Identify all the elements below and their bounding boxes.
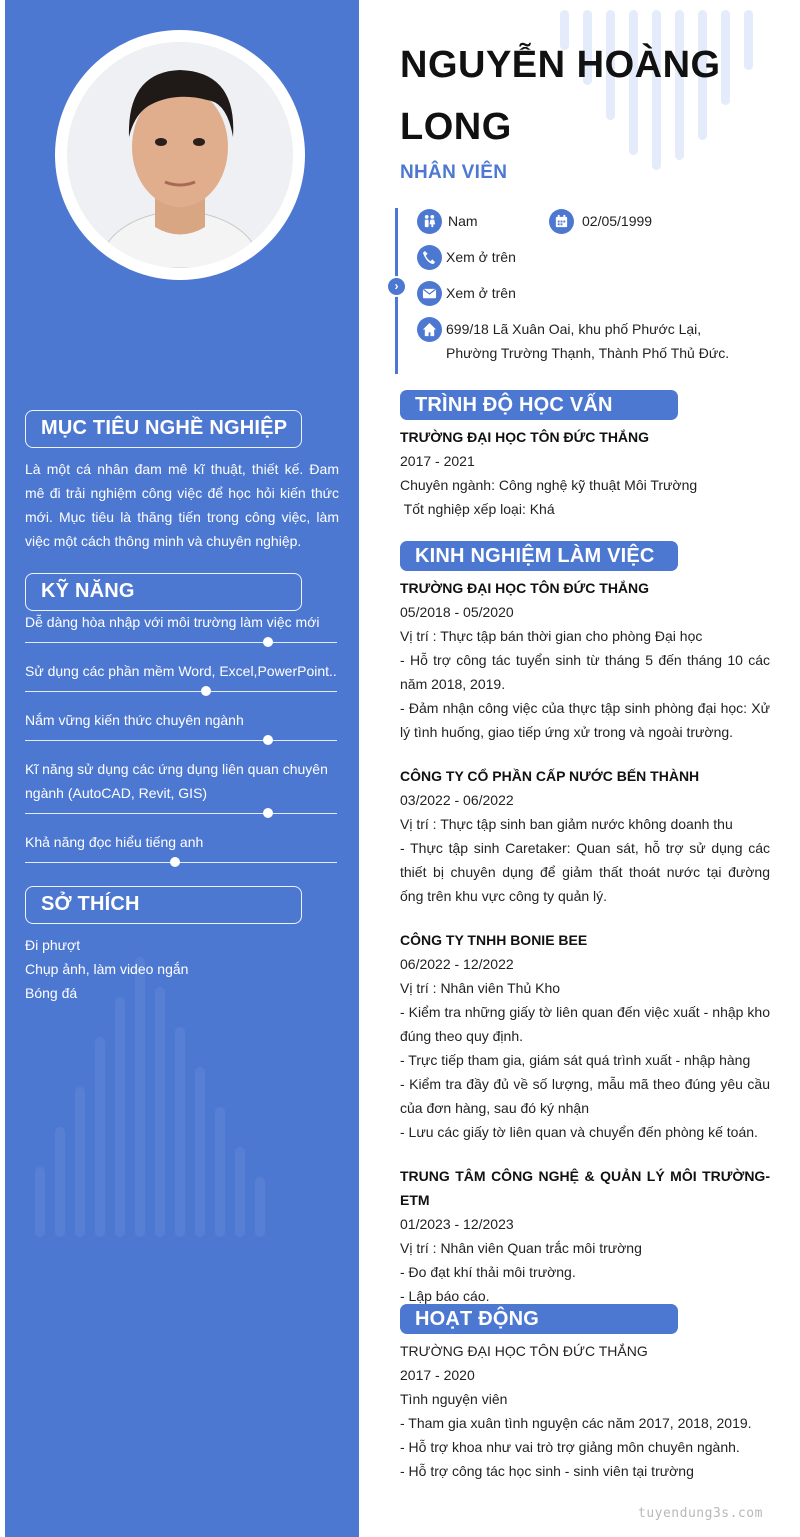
address-line: 699/18 Lã Xuân Oai, khu phố Phước Lại,: [446, 321, 702, 337]
experience-detail: - Đảm nhận công việc của thực tập sinh phòng đại học: Xử lý tình huống, giao tiếp ứng xử trong và ngoài trường.: [400, 700, 770, 740]
candidate-name-line: LONG: [400, 106, 512, 148]
activities-period: 2017 - 2020: [400, 1367, 475, 1383]
activities-block: [400, 1339, 770, 1483]
avatar-frame: [55, 30, 305, 280]
skills-heading: KỸ NĂNG: [25, 573, 302, 611]
hobby-item: Đi phượt: [25, 937, 81, 953]
gender-icon: [417, 209, 442, 234]
experience-company: CÔNG TY TNHH BONIE BEE: [400, 932, 588, 948]
candidate-name: [400, 34, 740, 158]
activities-org: TRƯỜNG ĐẠI HỌC TÔN ĐỨC THẮNG: [400, 1343, 648, 1359]
skill-label: Khả năng đọc hiểu tiếng anh: [25, 834, 204, 850]
skill-level-bar: [25, 813, 337, 814]
experience-detail: - Lập báo cáo.: [400, 1288, 490, 1304]
skill-label: Sử dụng các phần mềm Word, Excel,PowerPoint..: [25, 663, 337, 679]
hobby-item: Chụp ảnh, làm video ngắn: [25, 961, 189, 977]
experience-item: [400, 576, 770, 744]
address-line: Phường Trường Thạnh, Thành Phố Thủ Đức.: [446, 345, 730, 361]
education-heading: TRÌNH ĐỘ HỌC VẤN: [400, 390, 678, 420]
objective-heading: MỤC TIÊU NGHỀ NGHIỆP: [25, 410, 302, 448]
activities-role: Tình nguyện viên: [400, 1391, 508, 1407]
skill-label: Nắm vững kiến thức chuyên ngành: [25, 712, 244, 728]
home-icon: [417, 317, 442, 342]
birthday-value: 02/05/1999: [582, 213, 653, 229]
education-major: Chuyên ngành: Công nghệ kỹ thuật Môi Trường: [400, 477, 698, 493]
hobbies-heading: SỞ THÍCH: [25, 886, 302, 924]
hobby-item: Bóng đá: [25, 985, 78, 1001]
phone-value: Xem ở trên: [446, 249, 516, 265]
skill-level-marker: [263, 808, 273, 818]
skill-item: [25, 659, 337, 692]
experience-position: Vị trí : Thực tập sinh ban giảm nước không doanh thu: [400, 816, 733, 832]
sidebar: [5, 0, 359, 1537]
experience-detail: - Kiểm tra những giấy tờ liên quan đến việc xuất - nhập kho đúng theo quy định.: [400, 1004, 770, 1044]
experience-position: Vị trí : Nhân viên Thủ Kho: [400, 980, 561, 996]
education-block: [400, 425, 770, 521]
experience-item: [400, 928, 770, 1144]
experience-period: 03/2022 - 06/2022: [400, 792, 514, 808]
skill-label: Dễ dàng hòa nhập với môi trường làm việc mới: [25, 614, 320, 630]
experience-position: Vị trí : Thực tập bán thời gian cho phòng Đại học: [400, 628, 703, 644]
experience-company: TRƯỜNG ĐẠI HỌC TÔN ĐỨC THẮNG: [400, 580, 650, 596]
activities-detail: - Hỗ trợ công tác học sinh - sinh viên tại trường: [400, 1463, 694, 1479]
experience-detail: - Hỗ trợ công tác tuyển sinh từ tháng 5 đến tháng 10 các năm 2018, 2019.: [400, 652, 770, 692]
job-title: NHÂN VIÊN: [400, 162, 508, 183]
skill-item: [25, 610, 337, 643]
experience-detail: - Thực tập sinh Caretaker: Quan sát, hỗ trợ sử dụng các thiết bị chuyên dụng để giảm thất thoát nước tại đường ống trên khu vực công ty quản lý.: [400, 840, 770, 904]
skill-level-marker: [170, 857, 180, 867]
skill-label: Kĩ năng sử dụng các ứng dụng liên quan chuyên ngành (AutoCAD, Revit, GIS): [25, 761, 328, 801]
skill-level-bar: [25, 740, 337, 741]
activities-heading: HOẠT ĐỘNG: [400, 1304, 678, 1334]
calendar-icon: [549, 209, 574, 234]
skill-level-marker: [263, 637, 273, 647]
experience-item: [400, 764, 770, 908]
email-icon: [417, 281, 442, 306]
watermark: tuyendung3s.com: [638, 1506, 763, 1521]
chevron-right-icon: ›: [386, 276, 407, 297]
hobbies-list: [25, 933, 188, 1005]
experience-heading: KINH NGHIỆM LÀM VIỆC: [400, 541, 678, 571]
skill-level-marker: [263, 735, 273, 745]
experience-period: 05/2018 - 05/2020: [400, 604, 514, 620]
skill-item: [25, 830, 337, 863]
experience-item: [400, 1164, 770, 1308]
gender-value: Nam: [448, 213, 478, 229]
education-school: TRƯỜNG ĐẠI HỌC TÔN ĐỨC THẮNG: [400, 429, 650, 445]
education-period: 2017 - 2021: [400, 453, 475, 469]
experience-detail: - Kiểm tra đầy đủ về số lượng, mẫu mã theo đúng yêu cầu của đơn hàng, sau đó ký nhận: [400, 1076, 770, 1116]
address-value: [446, 317, 729, 365]
skill-level-marker: [201, 686, 211, 696]
activities-detail: - Tham gia xuân tình nguyện các năm 2017, 2018, 2019.: [400, 1415, 752, 1431]
experience-detail: - Lưu các giấy tờ liên quan và chuyển đến phòng kế toán.: [400, 1124, 758, 1140]
skill-level-bar: [25, 862, 337, 863]
experience-company: CÔNG TY CỔ PHẦN CẤP NƯỚC BẾN THÀNH: [400, 768, 700, 784]
avatar: [67, 42, 293, 268]
experience-position: Vị trí : Nhân viên Quan trắc môi trường: [400, 1240, 642, 1256]
experience-detail: - Trực tiếp tham gia, giám sát quá trình xuất - nhập hàng: [400, 1052, 751, 1068]
skill-level-bar: [25, 642, 337, 643]
skill-item: [25, 757, 337, 814]
candidate-name-line: NGUYỄN HOÀNG: [400, 44, 721, 86]
experience-detail: - Đo đạt khí thải môi trường.: [400, 1264, 576, 1280]
objective-text: Là một cá nhân đam mê kĩ thuật, thiết kế. Đam mê đi trải nghiệm công việc để học hỏi kiến thức mới. Mục tiêu là thăng tiến trong công việc, làm việc một cách thông minh và chuyên nghiệp.: [25, 461, 339, 549]
activities-detail: - Hỗ trợ khoa như vai trò trợ giảng môn chuyên ngành.: [400, 1439, 740, 1455]
email-value: Xem ở trên: [446, 285, 516, 301]
experience-period: 06/2022 - 12/2022: [400, 956, 514, 972]
education-grade: Tốt nghiệp xếp loại: Khá: [400, 501, 555, 517]
skill-level-bar: [25, 691, 337, 692]
skill-item: [25, 708, 337, 741]
experience-company: TRUNG TÂM CÔNG NGHỆ & QUẢN LÝ MÔI TRƯỜNG- ETM: [400, 1168, 770, 1208]
phone-icon: [417, 245, 442, 270]
experience-period: 01/2023 - 12/2023: [400, 1216, 514, 1232]
